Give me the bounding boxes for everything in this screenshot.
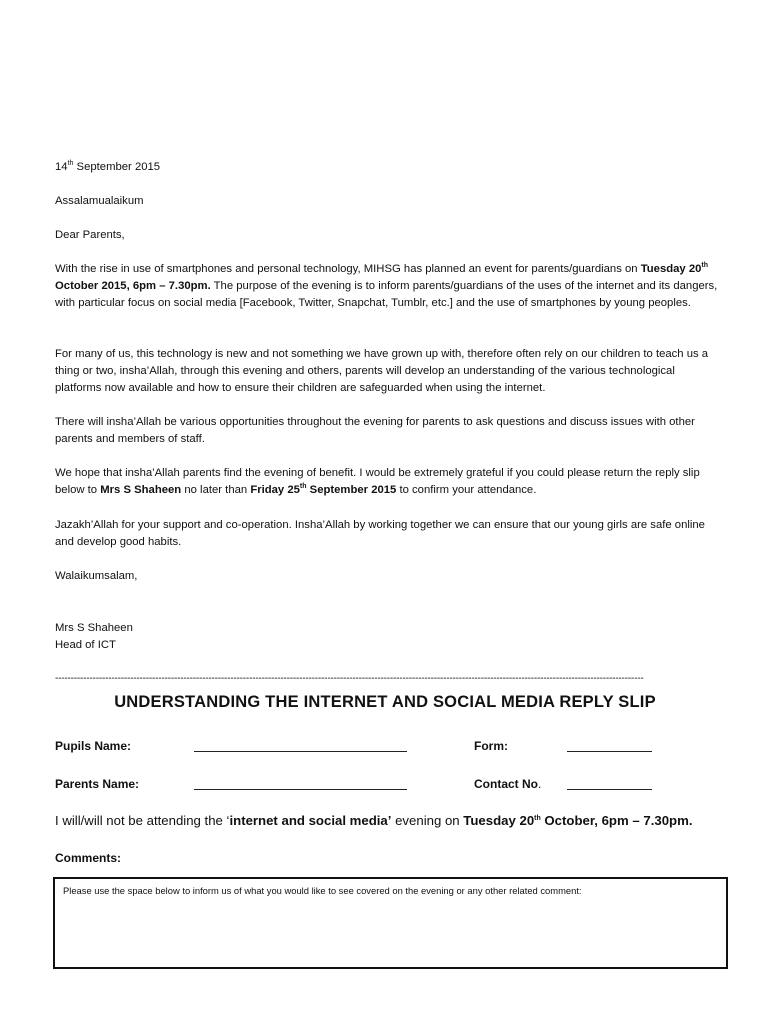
letter-salutation: Dear Parents, (55, 229, 125, 241)
contact-number-field[interactable] (567, 789, 652, 790)
comments-box[interactable] (53, 877, 728, 969)
letter-date: 14th September 2015 (55, 160, 161, 173)
letter-greeting: Assalamualaikum (55, 195, 144, 207)
cut-line: -------------------------------------------------------------------------------------------------------------------------------------------------------------------------------------------- (55, 673, 644, 684)
parents-name-field[interactable] (194, 789, 407, 790)
pupils-name-label: Pupils Name: (55, 739, 132, 753)
comments-label: Comments: (55, 851, 122, 865)
signature-name: Mrs S Shaheen (55, 622, 133, 634)
reply-slip-title: UNDERSTANDING THE INTERNET AND SOCIAL MEDIA REPLY SLIP (114, 693, 656, 711)
comments-prompt: Please use the space below to inform us of what you would like to see covered on the evening or any other related comment: (63, 885, 582, 896)
form-field[interactable] (567, 751, 652, 752)
form-label: Form: (474, 739, 508, 753)
paragraph-opportunities: There will insha’Allah be various opportunities throughout the evening for parents to ask questions and discuss issues with other parents and members of staff. (55, 416, 695, 445)
paragraph-technology: For many of us, this technology is new and not something we have grown up with, therefore often rely on our children to teach us a thing or two, insha’Allah, through this evening and others, parents will develop an understanding of the various technological platforms now available and how to ensure their children are safeguarded when using the internet. (55, 348, 709, 394)
signature-role: Head of ICT (55, 639, 116, 651)
paragraph-event-intro: With the rise in use of smartphones and personal technology, MIHSG has planned an event for parents/guardians on Tuesday 20th October 2015, 6pm – 7.30pm. The purpose of the evening is to inform parents/guardians of the uses of the internet and its dangers, with particular focus on social media [Facebook, Twitter, Snapchat, Tumblr, etc.] and the use of smartphones by young peoples. (55, 262, 718, 309)
attendance-statement: I will/will not be attending the ‘internet and social media’ evening on Tuesday 20th October, 6pm – 7.30pm. (55, 813, 693, 828)
paragraph-thanks: Jazakh’Allah for your support and co-operation. Insha’Allah by working together we can ensure that our young girls are safe online and develop good habits. (55, 519, 705, 548)
contact-number-label: Contact No. (474, 777, 542, 791)
letter-closing: Walaikumsalam, (55, 570, 138, 582)
paragraph-return-slip: We hope that insha’Allah parents find the evening of benefit. I would be extremely grateful if you could please return the reply slip below to Mrs S Shaheen no later than Friday 25th September 2015 to confirm your attendance. (55, 467, 700, 496)
pupils-name-field[interactable] (194, 751, 407, 752)
parents-name-label: Parents Name: (55, 777, 140, 791)
